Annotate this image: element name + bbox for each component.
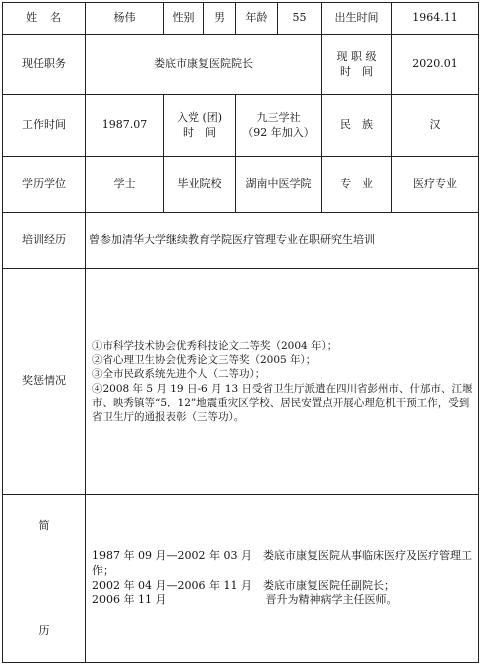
- degree-label: 学历学位: [3, 157, 86, 213]
- row-education: [3, 157, 479, 213]
- birth-label: 出生时间: [322, 3, 392, 35]
- training-value: 曾参加清华大学继续教育学院医疗管理专业在职研究生培训: [86, 213, 479, 269]
- position-label: 现任职务: [3, 35, 86, 95]
- ethnicity-label: 民 族: [322, 95, 392, 157]
- work-time-label: 工作时间: [3, 95, 86, 157]
- age-value: 55: [278, 3, 322, 35]
- resume-label: [3, 495, 86, 663]
- row-resume: [3, 495, 479, 663]
- party-time-label: 入党 (团) 时 间: [164, 95, 236, 157]
- gender-label: 性别: [164, 3, 204, 35]
- ethnicity-value: 汉: [392, 95, 479, 157]
- work-time-value: 1987.07: [86, 95, 164, 157]
- resume-item: 2002 年 04 月—2006 年 11 月 娄底市康复医院任副院长；: [92, 578, 395, 592]
- position-time-value: 2020.01: [392, 35, 479, 95]
- row-work: [3, 95, 479, 157]
- position-time-label: 现 职 级 时 间: [322, 35, 392, 95]
- award-item: ④2008 年 5 月 19 日-6 月 13 日受省卫生厅派遣在四川省彭州市、什邡市、江堰市、映秀镇等“5．12”地震重灾区学校、居民安置点开展心理危机干预工作，受到省卫生厅的通报表彰（三等功）。: [92, 382, 473, 423]
- resume-label-top: 简: [38, 518, 50, 532]
- degree-value: 学士: [86, 157, 164, 213]
- school-value: 湖南中医学院: [236, 157, 322, 213]
- award-item: ①市科学技术协会优秀科技论文二等奖（2004 年）；: [92, 339, 338, 352]
- resume-content: [86, 495, 479, 663]
- personal-info-table: [2, 2, 479, 663]
- row-basic-info: [3, 3, 479, 35]
- resume-item: 2006 年 11 月 晋升为精神病学主任医师。: [92, 593, 398, 607]
- resume-label-bottom: 历: [38, 623, 50, 637]
- school-label: 毕业院校: [164, 157, 236, 213]
- training-label: 培训经历: [3, 213, 86, 269]
- position-value: 娄底市康复医院院长: [86, 35, 322, 95]
- row-training: [3, 213, 479, 269]
- birth-value: 1964.11: [392, 3, 479, 35]
- resume-item: 1987 年 09 月—2002 年 03 月 娄底市康复医院从事临床医疗及医疗管理工作；: [92, 548, 472, 577]
- age-label: 年龄: [236, 3, 278, 35]
- major-value: 医疗专业: [392, 157, 479, 213]
- name-label: 姓 名: [3, 3, 86, 35]
- awards-content: [86, 269, 479, 495]
- name-value: 杨伟: [86, 3, 164, 35]
- awards-label: 奖惩情况: [3, 269, 86, 495]
- award-item: ②省心理卫生协会优秀论文三等奖（2005 年）；: [92, 354, 317, 367]
- award-item: ③全市民政系统先进个人（二等功）；: [92, 368, 266, 381]
- row-awards: [3, 269, 479, 495]
- row-position: [3, 35, 479, 95]
- gender-value: 男: [204, 3, 236, 35]
- major-label: 专 业: [322, 157, 392, 213]
- party-value: 九三学社 （92 年加入）: [236, 95, 322, 157]
